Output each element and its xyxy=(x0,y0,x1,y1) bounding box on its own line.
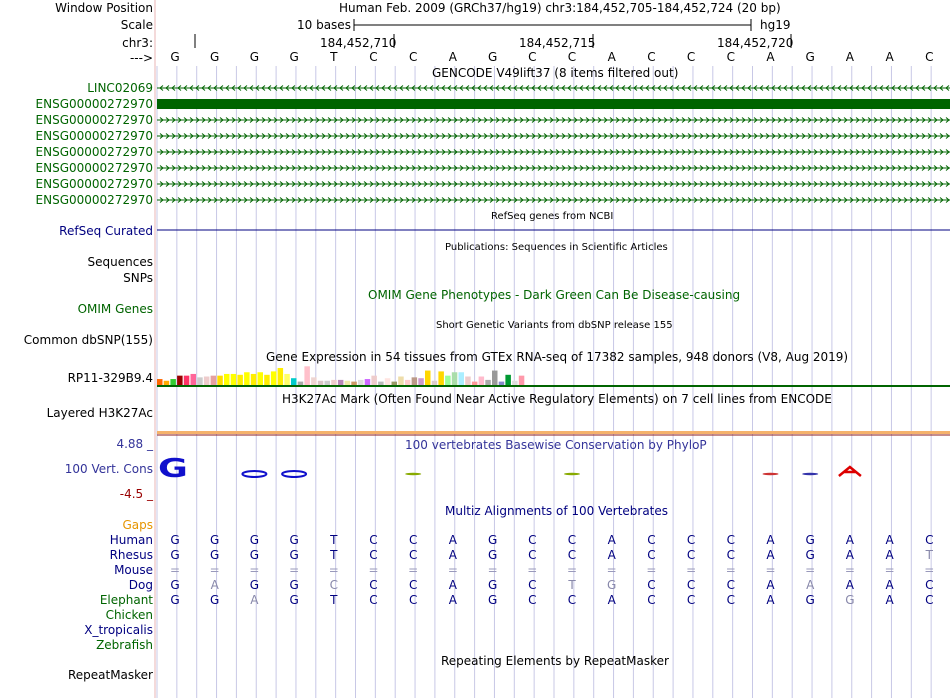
h3k27ac-label[interactable]: Layered H3K27Ac xyxy=(46,406,153,420)
alignment-base: C xyxy=(408,548,418,562)
sequences-label[interactable]: Sequences xyxy=(87,255,153,269)
alignment-base: G xyxy=(487,548,498,562)
species-label[interactable]: Chicken xyxy=(105,608,153,622)
gtex-tissue-bar xyxy=(452,372,458,385)
refseq-track-title[interactable]: RefSeq genes from NCBI xyxy=(491,211,614,222)
gtex-tissue-bar xyxy=(331,380,337,385)
gtex-tissue-bar xyxy=(432,381,438,385)
alignment-base: C xyxy=(647,578,656,592)
alignment-base: A xyxy=(448,548,457,562)
gtex-tissue-bar xyxy=(157,379,163,385)
gencode-item-label[interactable]: ENSG00000272970 xyxy=(35,177,153,191)
alignment-base: C xyxy=(726,548,735,562)
alignment-base: A xyxy=(448,578,457,592)
alignment-base: G xyxy=(845,593,855,607)
base-letter: T xyxy=(330,50,338,64)
base-letter: G xyxy=(805,50,815,64)
alignment-base: C xyxy=(726,593,735,607)
phylop-track-title[interactable]: 100 vertebrates Basewise Conservation by PhyloP xyxy=(405,438,707,452)
alignment-base: = xyxy=(169,563,181,577)
gtex-tissue-bar xyxy=(211,376,217,385)
phylop-mark xyxy=(564,473,580,475)
alignment-base: = xyxy=(408,563,419,577)
gtex-tissue-bar xyxy=(425,371,431,385)
alignment-base: = xyxy=(686,563,697,577)
alignment-base: G xyxy=(170,593,180,607)
alignment-base: A xyxy=(806,578,815,592)
alignment-base: C xyxy=(369,548,378,562)
alignment-base: = xyxy=(725,563,736,577)
alignment-base: C xyxy=(647,548,656,562)
position-label-1: 184,452,710 xyxy=(320,36,397,50)
repeatmasker-track-title[interactable]: Repeating Elements by RepeatMasker xyxy=(441,654,669,668)
species-label[interactable]: X_tropicalis xyxy=(84,623,153,637)
gtex-tissue-bar xyxy=(284,374,290,385)
alignment-base: G xyxy=(607,578,617,592)
gtex-tissue-bar xyxy=(271,371,277,385)
gaps-label: Gaps xyxy=(122,518,153,532)
base-letter: C xyxy=(925,50,934,64)
alignment-base: G xyxy=(487,578,498,592)
chrom-label: chr3: xyxy=(122,36,153,50)
gtex-tissue-bar xyxy=(224,374,230,385)
omim-track-title[interactable]: OMIM Gene Phenotypes - Dark Green Can Be Disease-causing xyxy=(368,288,741,302)
alignment-base: A xyxy=(845,533,854,547)
phylop-max-label: 4.88 _ xyxy=(116,437,153,451)
gtex-tissue-bar xyxy=(351,382,357,385)
alignment-base: T xyxy=(925,548,933,562)
alignment-base: A xyxy=(766,578,775,592)
alignment-base: C xyxy=(528,548,537,562)
alignment-base: C xyxy=(408,593,418,607)
alignment-base: C xyxy=(528,578,537,592)
alignment-base: A xyxy=(885,548,894,562)
base-letter: A xyxy=(766,50,775,64)
gtex-tissue-bar xyxy=(385,378,391,385)
gencode-item-label[interactable]: ENSG00000272970 xyxy=(35,97,153,111)
species-label[interactable]: Dog xyxy=(128,578,153,592)
base-letter: C xyxy=(369,50,378,64)
alignment-base: = xyxy=(884,563,895,577)
gtex-tissue-bar xyxy=(438,371,444,385)
alignment-base: C xyxy=(528,533,537,547)
alignment-base: C xyxy=(567,593,577,607)
gtex-tissue-bar xyxy=(465,377,471,386)
alignment-base: = xyxy=(924,563,935,577)
alignment-base: A xyxy=(766,533,775,547)
gtex-tissue-bar xyxy=(237,375,243,385)
base-letter: A xyxy=(845,50,854,64)
gtex-track-title[interactable]: Gene Expression in 54 tissues from GTEx RNA-seq of 17382 samples, 948 donors (V8, Aug 2019) xyxy=(266,350,849,364)
alignment-base: A xyxy=(448,533,457,547)
alignment-base: C xyxy=(686,593,696,607)
gtex-tissue-bar xyxy=(392,382,398,385)
base-letter: G xyxy=(170,50,180,64)
alignment-base: G xyxy=(289,533,299,547)
gtex-tissue-bar xyxy=(519,376,525,385)
gtex-tissue-bar xyxy=(492,371,498,385)
alignment-base: C xyxy=(329,578,338,592)
base-letter: C xyxy=(528,50,537,64)
gencode-item-label[interactable]: ENSG00000272970 xyxy=(35,161,153,175)
gtex-tissue-bar xyxy=(204,377,210,386)
gtex-gene-label[interactable]: RP11-329B9.4 xyxy=(67,371,153,385)
alignment-base: G xyxy=(210,548,220,562)
gtex-tissue-bar xyxy=(184,376,190,385)
alignment-base: C xyxy=(567,533,577,547)
alignment-base: C xyxy=(408,578,418,592)
alignment-base: A xyxy=(766,548,775,562)
assembly-label: hg19 xyxy=(760,18,791,32)
gtex-tissue-bar xyxy=(485,380,491,385)
alignment-base: G xyxy=(487,533,498,547)
alignment-base: A xyxy=(607,593,616,607)
position-label-3: 184,452,720 xyxy=(717,36,794,50)
base-letter: C xyxy=(408,50,418,64)
alignment-base: G xyxy=(805,533,815,547)
alignment-base: C xyxy=(647,533,656,547)
dbsnp-track-title[interactable]: Short Genetic Variants from dbSNP release 155 xyxy=(436,320,673,331)
gtex-tissue-bar xyxy=(258,372,264,385)
alignment-base: A xyxy=(885,578,894,592)
publications-track-title[interactable]: Publications: Sequences in Scientific Articles xyxy=(445,242,668,253)
gtex-tissue-bar xyxy=(191,374,197,385)
gtex-tissue-bar xyxy=(177,376,183,385)
alignment-base: A xyxy=(845,548,854,562)
gtex-tissue-bar xyxy=(217,376,223,385)
alignment-base: C xyxy=(567,548,577,562)
window-position-label: Window Position xyxy=(55,1,153,15)
alignment-base: A xyxy=(845,578,854,592)
gtex-tissue-bar xyxy=(512,381,518,385)
refseq-label[interactable]: RefSeq Curated xyxy=(59,224,153,238)
alignment-base: G xyxy=(249,533,260,547)
phylop-label[interactable]: 100 Vert. Cons xyxy=(64,462,153,476)
gtex-tissue-bar xyxy=(358,380,364,385)
strand-label: ---> xyxy=(129,51,153,65)
alignment-base: C xyxy=(369,593,378,607)
alignment-base: G xyxy=(210,533,220,547)
species-label[interactable]: Rhesus xyxy=(109,548,153,562)
dbsnp-label[interactable]: Common dbSNP(155) xyxy=(23,333,153,347)
gtex-tissue-bar xyxy=(170,379,176,385)
gtex-tissue-bar xyxy=(378,382,384,385)
alignment-base: = xyxy=(368,563,379,577)
gtex-tissue-bar xyxy=(291,378,297,385)
gtex-tissue-bar xyxy=(325,381,331,385)
alignment-base: A xyxy=(250,593,259,607)
phylop-mark xyxy=(802,473,818,475)
multiz-track-title[interactable]: Multiz Alignments of 100 Vertebrates xyxy=(445,504,669,518)
alignment-base: C xyxy=(925,593,934,607)
alignment-base: C xyxy=(925,533,934,547)
alignment-base: G xyxy=(170,578,180,592)
alignment-base: C xyxy=(528,593,537,607)
alignment-base: G xyxy=(249,548,260,562)
omim-label[interactable]: OMIM Genes xyxy=(77,302,153,316)
gencode-exon-block xyxy=(157,99,950,109)
phylop-mark xyxy=(405,473,421,475)
position-label-2: 184,452,715 xyxy=(519,36,596,50)
alignment-base: = xyxy=(566,563,578,577)
alignment-base: A xyxy=(448,593,457,607)
gtex-tissue-bar xyxy=(298,382,304,385)
base-letter: G xyxy=(249,50,260,64)
alignment-base: T xyxy=(330,533,338,547)
base-letter: A xyxy=(448,50,457,64)
alignment-base: = xyxy=(646,563,657,577)
alignment-base: = xyxy=(447,563,458,577)
alignment-base: T xyxy=(330,548,338,562)
alignment-base: = xyxy=(289,563,300,577)
phylop-mark xyxy=(282,471,306,477)
alignment-base: = xyxy=(606,563,617,577)
gtex-tissue-bar xyxy=(371,376,377,385)
phylop-mark xyxy=(242,471,266,477)
gtex-tissue-bar xyxy=(479,377,485,386)
alignment-base: C xyxy=(408,533,418,547)
alignment-base: A xyxy=(210,578,219,592)
gtex-tissue-bar xyxy=(231,374,237,385)
phylop-logo-G-1: G xyxy=(158,454,188,484)
alignment-base: G xyxy=(805,548,815,562)
gtex-tissue-bar xyxy=(318,381,324,385)
alignment-base: C xyxy=(369,533,378,547)
alignment-base: = xyxy=(249,563,260,577)
gtex-tissue-bar xyxy=(304,366,310,385)
phylop-mark xyxy=(763,473,779,475)
base-letter: C xyxy=(686,50,696,64)
alignment-base: C xyxy=(686,578,696,592)
alignment-base: C xyxy=(726,578,735,592)
gencode-item-label[interactable]: ENSG00000272970 xyxy=(35,193,153,207)
scale-bases: 10 bases xyxy=(297,18,351,32)
repeatmasker-label[interactable]: RepeatMasker xyxy=(67,668,153,682)
gtex-tissue-bar xyxy=(311,377,317,385)
base-letter: A xyxy=(885,50,894,64)
gtex-tissue-bar xyxy=(459,372,465,385)
alignment-base: A xyxy=(607,533,616,547)
alignment-base: = xyxy=(328,563,339,577)
alignment-base: G xyxy=(289,593,299,607)
alignment-base: = xyxy=(805,563,816,577)
alignment-base: T xyxy=(330,593,338,607)
gtex-tissue-bar xyxy=(244,372,250,385)
gencode-item-label[interactable]: ENSG00000272970 xyxy=(35,113,153,127)
alignment-base: C xyxy=(686,533,696,547)
snps-label[interactable]: SNPs xyxy=(123,271,153,285)
alignment-base: C xyxy=(369,578,378,592)
gtex-tissue-bar xyxy=(365,379,371,385)
h3k27ac-track-title[interactable]: H3K27Ac Mark (Often Found Near Active Regulatory Elements) on 7 cell lines from ENCODE xyxy=(282,392,832,406)
base-letter: C xyxy=(647,50,656,64)
species-label[interactable]: Zebrafish xyxy=(96,638,153,652)
alignment-base: C xyxy=(726,533,735,547)
alignment-base: G xyxy=(210,593,220,607)
base-letter: G xyxy=(210,50,220,64)
alignment-base: G xyxy=(170,548,180,562)
gtex-tissue-bar xyxy=(405,380,411,385)
gtex-tissue-bar xyxy=(264,375,270,385)
alignment-base: A xyxy=(885,593,894,607)
base-letter: C xyxy=(726,50,735,64)
alignment-base: C xyxy=(925,578,934,592)
alignment-base: A xyxy=(885,533,894,547)
alignment-base: G xyxy=(170,533,180,547)
species-label[interactable]: Elephant xyxy=(99,593,153,607)
alignment-base: C xyxy=(647,593,656,607)
alignment-base: A xyxy=(766,593,775,607)
gtex-tissue-bar xyxy=(505,375,511,385)
alignment-base: = xyxy=(527,563,538,577)
gtex-tissue-bar xyxy=(472,382,478,385)
alignment-base: G xyxy=(249,578,260,592)
species-label[interactable]: Human xyxy=(109,533,153,547)
gencode-track-title[interactable]: GENCODE V49lift37 (8 items filtered out) xyxy=(432,66,679,80)
alignment-base: G xyxy=(289,548,299,562)
gencode-item-label[interactable]: LINC02069 xyxy=(87,81,153,95)
gtex-tissue-bar xyxy=(278,368,284,385)
base-letter: G xyxy=(487,50,498,64)
scale-label: Scale xyxy=(120,18,153,32)
gtex-tissue-bar xyxy=(398,377,404,386)
alignment-base: A xyxy=(607,548,616,562)
gtex-tissue-bar xyxy=(338,380,344,385)
gtex-tissue-bar xyxy=(412,377,418,385)
alignment-base: G xyxy=(805,593,815,607)
alignment-base: = xyxy=(844,563,855,577)
alignment-base: G xyxy=(487,593,498,607)
gtex-tissue-bar xyxy=(445,376,451,385)
alignment-base: G xyxy=(289,578,299,592)
gencode-item-label[interactable]: ENSG00000272970 xyxy=(35,145,153,159)
gtex-tissue-bar xyxy=(418,378,424,385)
gencode-item-label[interactable]: ENSG00000272970 xyxy=(35,129,153,143)
alignment-base: = xyxy=(487,563,498,577)
gtex-tissue-bar xyxy=(499,382,505,385)
species-label[interactable]: Mouse xyxy=(114,563,153,577)
base-letter: G xyxy=(289,50,299,64)
gtex-tissue-bar xyxy=(164,381,170,385)
gtex-tissue-bar xyxy=(197,377,203,385)
phylop-logo-A xyxy=(839,467,861,476)
gtex-tissue-bar xyxy=(345,381,351,385)
alignment-base: T xyxy=(568,578,576,592)
h3k27ac-signal xyxy=(157,431,950,434)
alignment-base: = xyxy=(765,563,776,577)
base-letter: C xyxy=(567,50,577,64)
base-letter: A xyxy=(607,50,616,64)
phylop-min-label: -4.5 _ xyxy=(119,487,153,501)
window-position-value: Human Feb. 2009 (GRCh37/hg19) chr3:184,452,705-184,452,724 (20 bp) xyxy=(339,1,781,15)
alignment-base: C xyxy=(686,548,696,562)
gtex-tissue-bar xyxy=(251,374,256,385)
alignment-base: = xyxy=(209,563,220,577)
